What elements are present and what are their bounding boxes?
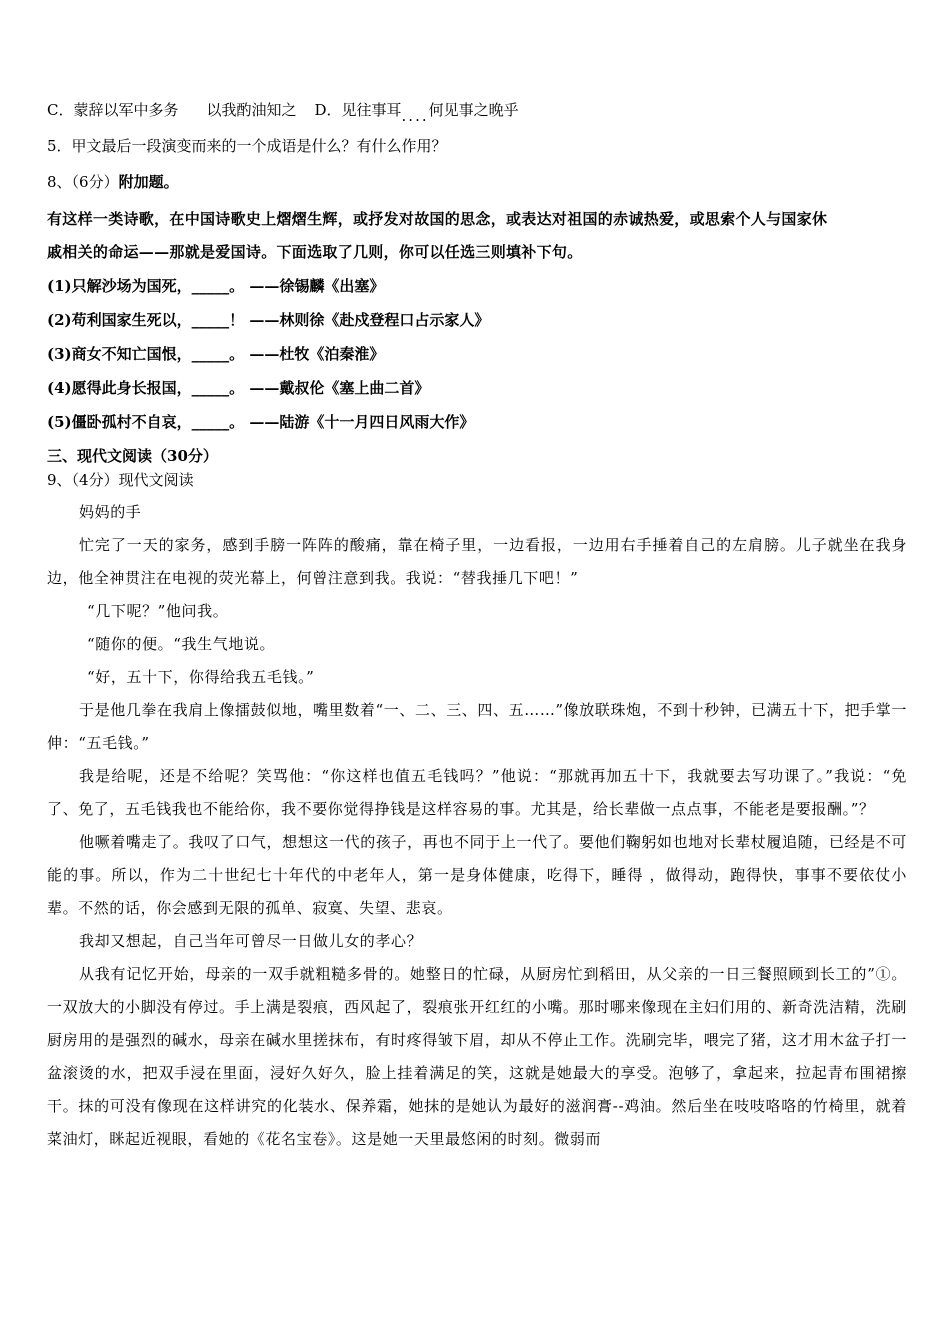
option-c-part1: C．蒙辞以军中多务 (47, 101, 179, 119)
essay-paragraph: 我却又想起，自己当年可曾尽一日做儿女的孝心？ (79, 932, 423, 950)
poem-item-2: (2)苟利国家生死以，_____！ ——林则徐《赴戍登程口占示家人》 (47, 311, 490, 329)
poem-item-1: (1)只解沙场为国死，_____。 ——徐锡麟《出塞》 (47, 277, 385, 295)
essay-paragraph: 于是他几拳在我肩上像擂鼓似地，嘴里数着“一、二、三、四、五……”像放联珠炮，不到十秒钟，已满五十下，把手掌一伸：“五毛钱。” (47, 701, 907, 752)
document-page (47, 98, 907, 1156)
essay-paragraph: “好，五十下，你得给我五毛钱。” (87, 668, 315, 686)
essay-paragraph: “随你的便。“我生气地说。 (87, 635, 276, 653)
emphasis-dots: .... (401, 107, 429, 125)
essay-paragraph: 从我有记忆开始，母亲的一双手就粗糙多骨的。她整日的忙碌，从厨房忙到稻田，从父亲的一日三餐照顾到长工的”①。一双放大的小脚没有停过。手上满是裂痕，西风起了，裂痕张开红红的小嘴。那时哪来像现在主妇们用的、新奇洗洁精，洗刷厨房用的是强烈的碱水，母亲在碱水里搓抹布，有时疼得皱下眉，却从不停止工作。洗刷完毕，喂完了猪，这才用木盆子打一盆滚烫的水，把双手浸在里面，浸好久好久，脸上挂着满足的笑，这就是她最大的享受。泡够了，拿起来，拉起青布围裙擦干。抹的可没有像现在这样讲究的化装水、保养霜，她抹的是她认为最好的滋润膏--鸡油。然后坐在吱吱咯咯的竹椅里，就着菜油灯，眯起近视眼，看她的《花名宝卷》。这是她一天里最悠闲的时刻。微弱而 (47, 965, 907, 1148)
question-8-title: 附加题。 (118, 173, 179, 191)
question-9-heading: 9、（4分）现代文阅读 (47, 471, 194, 489)
option-d-part1: D．见往事耳 (314, 101, 402, 119)
essay-paragraph: 他噘着嘴走了。我叹了口气，想想这一代的孩子，再也不同于上一代了。要他们鞠躬如也地对长辈杖履追随，已经是不可能的事。所以，作为二十世纪七十年代的中老年人，第一是身体健康，吃得下，睡得 ，做得动，跑得快，事事不要依仗小辈。不然的话，你会感到无限的孤单、寂寞、失望、悲哀。 (47, 833, 907, 917)
question-8-number: 8、（6分） (47, 173, 119, 191)
essay-paragraph: 我是给呢，还是不给呢？笑骂他：“你这样也值五毛钱吗？”他说：“那就再加五十下，我就要去写功课了。”我说：“免了、免了，五毛钱我也不能给你，我不要你觉得挣钱是这样容易的事。尤其是，给长辈做一点点事，不能老是要报酬。”？ (47, 767, 907, 818)
poem-item-3: (3)商女不知亡国恨，_____。 ——杜牧《泊秦淮》 (47, 345, 385, 363)
section-3-heading: 三、现代文阅读（30分） (47, 447, 218, 465)
question-8-intro-line2: 戚相关的命运——那就是爱国诗。下面选取了几则，你可以任选三则填补下句。 (47, 243, 583, 261)
question-8-heading (47, 172, 907, 192)
question-8-intro-line1: 有这样一类诗歌，在中国诗歌史上熠熠生辉，或抒发对故国的思念，或表达对祖国的赤诚热爱，或思索个人与国家休 (47, 210, 828, 228)
essay-paragraph: 忙完了一天的家务，感到手膀一阵阵的酸痛，靠在椅子里，一边看报，一边用右手捶着自己的左肩膀。儿子就坐在我身边，他全神贯注在电视的荧光幕上，何曾注意到我。我说：“替我捶几下吧！” (47, 536, 907, 587)
question-5: 5．甲文最后一段演变而来的一个成语是什么？有什么作用？ (47, 137, 447, 155)
essay-title: 妈妈的手 (79, 503, 142, 521)
poem-item-5: (5)僵卧孤村不自哀，_____。 ——陆游《十一月四日风雨大作》 (47, 413, 475, 431)
option-d-part2: 何见事之晚乎 (428, 101, 519, 119)
option-c-part2: 以我酌油知之 (206, 101, 297, 119)
q4-options-cd (47, 100, 907, 125)
poem-item-4: (4)愿得此身长报国，_____。 ——戴叔伦《塞上曲二首》 (47, 379, 430, 397)
essay-paragraph: “几下呢？”他问我。 (87, 602, 229, 620)
